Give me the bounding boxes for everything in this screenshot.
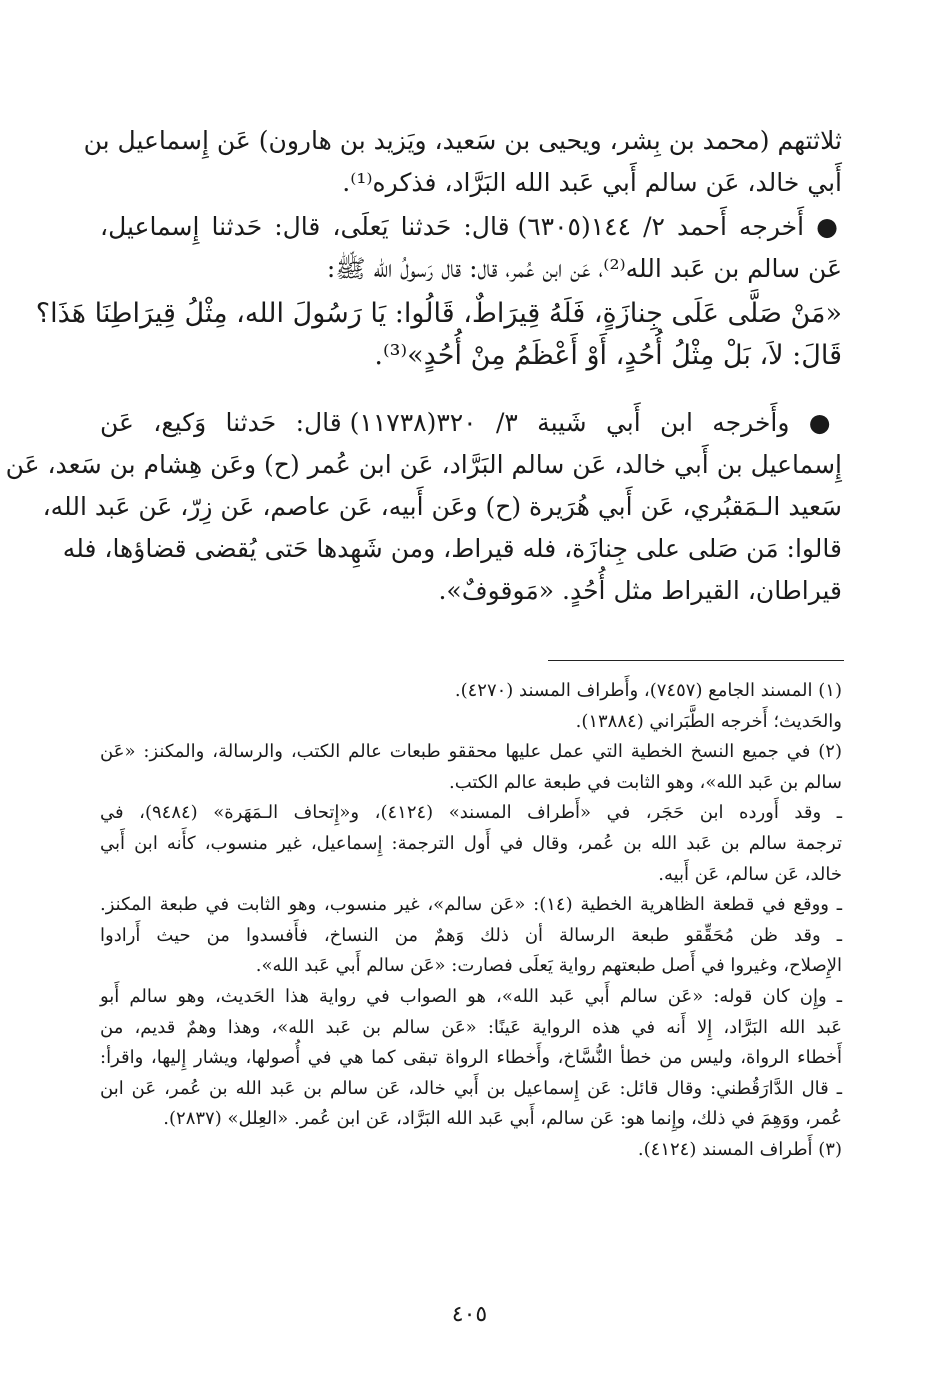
footnote-line: ـ وقد أَورده ابن حَجَر، في «أَطراف المسند» (٤١٢٤)، و«إِتحاف الـمَهَرة» (٩٤٨٤)، في xyxy=(100,802,842,824)
text-line: سَعيد الـمَقبُري، عَن أَبي هُرَيرة (ح) وعَن أَبيه، عَن عاصم، عَن زِرّ، عَن عَبد الله، xyxy=(42,492,842,521)
footnote-separator xyxy=(548,660,844,661)
footnote-line: أَخطاء الرواة، وليس من خطأ النُّسَّاخ، وأَخطاء الرواة تبقى كما هي في أُصولها، ويشار إِليها، واقرأ: xyxy=(100,1047,842,1069)
main-text-block-2 xyxy=(100,206,842,290)
footnote-line: خالد، عَن سالم، عَن أَبيه. xyxy=(658,863,842,885)
hadith-line: قَالَ: لاَ، بَلْ مِثْلُ أُحُدٍ، أَوْ أَعْظَمُ مِنْ أُحُدٍ»⁽³⁾. xyxy=(374,340,842,371)
text-line: عَن سالم بن عَبد الله⁽²⁾، عَن ابن عُمر، قال: قال رَسولُ الله ﷺ: xyxy=(326,254,842,283)
footnote-line: والحَديث؛ أَخرجه الطَّبَراني (١٣٨٨٤). xyxy=(575,710,842,732)
main-text-block-3 xyxy=(5,402,842,612)
footnote-line: ـ وإِن كان قوله: «عَن سالم أَبي عَبد الله»، هو الصواب في رواية هذا الحَديث، وهو سالم أَبو xyxy=(100,985,842,1007)
text-line: ثلاثتهم (محمد بن بِشر، ويحيى بن سَعيد، ويَزيد بن هارون) عَن إِسماعيل بن xyxy=(83,126,842,155)
text-line: قيراطان، القيراط مثل أُحُدٍ. «مَوقوفٌ». xyxy=(438,576,842,605)
text-line: أَبي خالد، عَن سالم أَبي عَبد الله البَرَّاد، فذكره⁽¹⁾. xyxy=(342,168,842,197)
footnotes-section xyxy=(100,676,842,1166)
footnote-line: الإِصلاح، وغيروا في أَصل طبعتهم رواية يَعلَى فصارت: «عَن سالم أَبي عَبد الله». xyxy=(255,955,842,977)
footnote-line: (٣) أَطراف المسند (٤١٢٤). xyxy=(637,1138,842,1160)
footnote-line: عُمر، ووَهِمَ في ذلك، وإِنما هو: عَن سالم، أَبي عَبد الله البَرَّاد، عَن ابن عُمر. «العِلل» (٢٨٣٧). xyxy=(163,1108,842,1130)
hadith-text xyxy=(35,293,842,377)
text-line: قالوا: مَن صَلى على جِنازَة، فله قيراط، ومن شَهِدها حَتى يُقضى قضاؤها، فله xyxy=(62,534,842,563)
hadith-line: «مَنْ صَلَّى عَلَى جِنازَةٍ، فَلَهُ قِيرَاطٌ، قَالُوا: يَا رَسُولَ الله، مِثْلُ قِيرَاطِنَا هَذَا؟ xyxy=(35,298,842,329)
text-line: ● أَخرجه أَحمد ٢/ ١٤٤(٦٣٠٥) قال: حَدثنا يَعلَى، قال: حَدثنا إِسماعيل، xyxy=(100,212,842,241)
footnote-line: ـ قال الدَّارَقُطني: وقال قائل: عَن إِسماعيل بن أَبي خالد، عَن سالم بن عَبد الله بن عُمر، عَن ابن xyxy=(100,1077,842,1099)
text-line: إِسماعيل بن أَبي خالد، عَن سالم البَرَّاد، عَن ابن عُمر (ح) وعَن هِشام بن سَعد، عَن xyxy=(5,450,842,479)
text-line: ● وأَخرجه ابن أَبي شَيبة ٣/ ٣٢٠(١١٧٣٨) قال: حَدثنا وَكيع، عَن xyxy=(100,408,842,437)
footnote-line: عَبد الله البَرَّاد، إِلا أَنه في هذه الرواية عَينًا: «عَن سالم بن عَبد الله»، وهذا وهمٌ قديم، من xyxy=(100,1016,842,1038)
page-number: ٤٠٥ xyxy=(451,1302,488,1327)
main-text-block-1 xyxy=(83,120,842,204)
footnote-line: (٢) في جميع النسخ الخطية التي عمل عليها محققو طبعات عالم الكتب، والرسالة، والمكنز: «عَن xyxy=(100,741,842,763)
footnote-line: (١) المسند الجامع (٧٤٥٧)، وأَطراف المسند (٤٢٧٠). xyxy=(454,680,842,701)
footnote-line: ـ وقد ظن مُحَقِّقو طبعة الرسالة أن ذلك وَهمٌ من النساخ، فأَفسدوا من حيث أَرادوا xyxy=(100,924,842,946)
footnote-line: سالم بن عَبد الله»، وهو الثابت في طبعة عالم الكتب. xyxy=(449,771,842,793)
footnote-line: ـ ووقع في قطعة الظاهرية الخطية (١٤): «عَن سالم»، غير منسوب، وهو الثابت في طبعة المكنز. xyxy=(100,894,842,916)
footnote-line: ترجمة سالم بن عَبد الله بن عُمر، وقال في أَول الترجمة: إِسماعيل، غير منسوب، كأَنه ابن أَبي xyxy=(100,832,842,854)
